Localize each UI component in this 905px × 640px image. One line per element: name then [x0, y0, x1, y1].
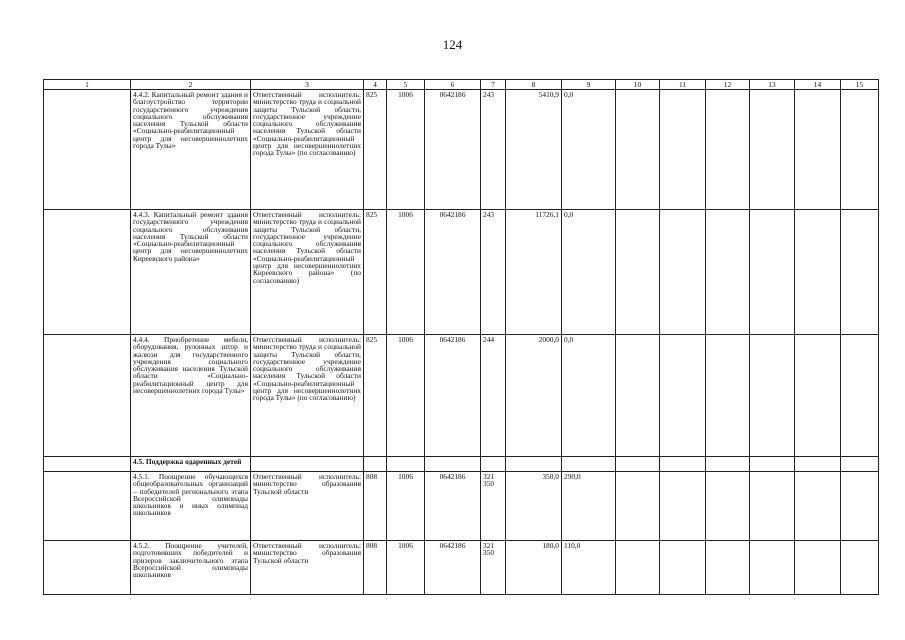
cell-blank [616, 457, 660, 472]
measure-name: 4.5.1. Поощрение обучающихся общеобразовательных организаций – победителей регионального этапа Всероссийской олимпиады школьников и иных олимпиад школьников [131, 472, 251, 541]
cell-blank [660, 210, 706, 335]
cell-blank [251, 457, 364, 472]
cell-blank [750, 90, 795, 210]
cell-blank [750, 210, 795, 335]
cell-blank [706, 210, 750, 335]
cell-expense-code [481, 541, 506, 595]
cell-expense-code: 243 [481, 210, 506, 335]
cell-blank [841, 335, 879, 457]
cell-section-code: 1006 [387, 335, 425, 457]
cell-blank [706, 541, 750, 595]
executor: Ответственный исполнитель: министерство образования Тульской области [251, 541, 364, 595]
measure-name: 4.4.4. Приобретение мебели, оборудования, рулонных штор и жалюзи для государственного учреждения социального обслуживания населения Тульской области «Социально-реабилитационный центр для несовершеннолетних города Тулы» [131, 335, 251, 457]
cell-code: 825 [364, 90, 387, 210]
cell-blank [44, 335, 131, 457]
cell-blank [841, 541, 879, 595]
measure-name: 4.5.2. Поощрение учителей, подготовивших победителей и призеров заключительного этапа Всероссийской олимпиады школьников [131, 541, 251, 595]
cell-blank [616, 335, 660, 457]
executor: Ответственный исполнитель: министерство труда и социальной защиты Тульской области, государственное учреждение социального обслуживания населения Тульской области «Социально-реабилитационный центр для несовершеннолетних города Тулы» (по согласованию) [251, 335, 364, 457]
column-header: 7 [481, 80, 506, 90]
cell-blank [660, 472, 706, 541]
cell-blank [706, 472, 750, 541]
column-header: 4 [364, 80, 387, 90]
cell-expense-code [481, 472, 506, 541]
cell-blank [364, 457, 387, 472]
column-header: 8 [506, 80, 562, 90]
table-row [44, 335, 879, 457]
column-header: 5 [387, 80, 425, 90]
cell-blank [841, 472, 879, 541]
cell-expense-code: 244 [481, 335, 506, 457]
cell-section-code: 1006 [387, 210, 425, 335]
cell-blank [44, 472, 131, 541]
cell-blank [660, 335, 706, 457]
cell-blank [616, 90, 660, 210]
cell-blank [44, 210, 131, 335]
cell-article-code: 0642186 [425, 541, 481, 595]
cell-blank [481, 457, 506, 472]
table-row [44, 472, 879, 541]
measure-name: 4.4.3. Капитальный ремонт здания государственного учреждения социального обслуживания населения Тульской области «Социально-реабилитационный центр для несовершеннолетних Киреевского района» [131, 210, 251, 335]
cell-expense-code: 243 [481, 90, 506, 210]
cell-amount: 350,0 [506, 472, 562, 541]
cell-blank [44, 541, 131, 595]
cell-amount-2: 0,0 [562, 335, 616, 457]
cell-blank [795, 541, 841, 595]
page-number: 124 [442, 37, 463, 52]
expense-code-2: 350 [483, 479, 495, 489]
expense-code-1: 321 [483, 541, 495, 550]
cell-blank [841, 457, 879, 472]
cell-article-code: 0642186 [425, 335, 481, 457]
column-header: 1 [44, 80, 131, 90]
cell-blank [750, 335, 795, 457]
executor: Ответственный исполнитель: министерство образования Тульской области [251, 472, 364, 541]
column-header: 6 [425, 80, 481, 90]
cell-code: 825 [364, 335, 387, 457]
table-header-row [44, 80, 879, 90]
cell-blank [706, 335, 750, 457]
cell-blank [841, 210, 879, 335]
cell-amount: 180,0 [506, 541, 562, 595]
cell-blank [841, 90, 879, 210]
cell-code: 808 [364, 541, 387, 595]
column-header: 10 [616, 80, 660, 90]
cell-blank [425, 457, 481, 472]
cell-blank [44, 457, 131, 472]
cell-blank [750, 541, 795, 595]
measure-name: 4.4.2. Капитальный ремонт здания и благоустройство территории государственного учреждения социального обслуживания населения Тульской области «Социально-реабилитационный центр для несовершеннолетних города Тулы» [131, 90, 251, 210]
cell-blank [750, 472, 795, 541]
cell-amount: 2000,0 [506, 335, 562, 457]
cell-article-code: 0642186 [425, 210, 481, 335]
cell-code: 825 [364, 210, 387, 335]
cell-blank [706, 457, 750, 472]
cell-blank [795, 472, 841, 541]
column-header: 12 [706, 80, 750, 90]
cell-amount: 5410,9 [506, 90, 562, 210]
cell-blank [660, 90, 706, 210]
cell-article-code: 0642186 [425, 90, 481, 210]
budget-table [43, 79, 879, 595]
cell-article-code: 0642186 [425, 472, 481, 541]
cell-section-code: 1006 [387, 472, 425, 541]
cell-blank [616, 472, 660, 541]
cell-blank [44, 90, 131, 210]
expense-code-1: 321 [483, 472, 495, 481]
executor: Ответственный исполнитель: министерство труда и социальной защиты Тульской области, государственное учреждение социального обслуживания населения Тульской области «Социально-реабилитационный центр для несовершеннолетних Киреевского района» (по согласованию) [251, 210, 364, 335]
cell-blank [506, 457, 562, 472]
cell-blank [795, 335, 841, 457]
column-header: 11 [660, 80, 706, 90]
cell-amount-2: 290,0 [562, 472, 616, 541]
cell-amount-2: 0,0 [562, 210, 616, 335]
column-header: 14 [795, 80, 841, 90]
executor: Ответственный исполнитель: министерство труда и социальной защиты Тульской области, государственное учреждение социального обслуживания населения Тульской области «Социально-реабилитационный центр для несовершеннолетних города Тулы» (по согласованию) [251, 90, 364, 210]
table-row [44, 90, 879, 210]
expense-code-2: 350 [483, 548, 495, 558]
cell-amount-2: 110,0 [562, 541, 616, 595]
cell-section-code: 1006 [387, 541, 425, 595]
cell-section-code: 1006 [387, 90, 425, 210]
cell-blank [616, 210, 660, 335]
cell-blank [660, 457, 706, 472]
cell-amount: 11726,1 [506, 210, 562, 335]
cell-blank [387, 457, 425, 472]
cell-blank [616, 541, 660, 595]
column-header: 9 [562, 80, 616, 90]
cell-blank [795, 90, 841, 210]
cell-blank [795, 210, 841, 335]
table-row [44, 541, 879, 595]
cell-blank [795, 457, 841, 472]
cell-blank [706, 90, 750, 210]
cell-code: 808 [364, 472, 387, 541]
cell-blank [660, 541, 706, 595]
column-header: 2 [131, 80, 251, 90]
section-row [44, 457, 879, 472]
column-header: 13 [750, 80, 795, 90]
column-header: 15 [841, 80, 879, 90]
section-title: 4.5. Поддержка одаренных детей [131, 457, 251, 472]
cell-blank [562, 457, 616, 472]
column-header: 3 [251, 80, 364, 90]
cell-amount-2: 0,0 [562, 90, 616, 210]
table-row [44, 210, 879, 335]
cell-blank [750, 457, 795, 472]
